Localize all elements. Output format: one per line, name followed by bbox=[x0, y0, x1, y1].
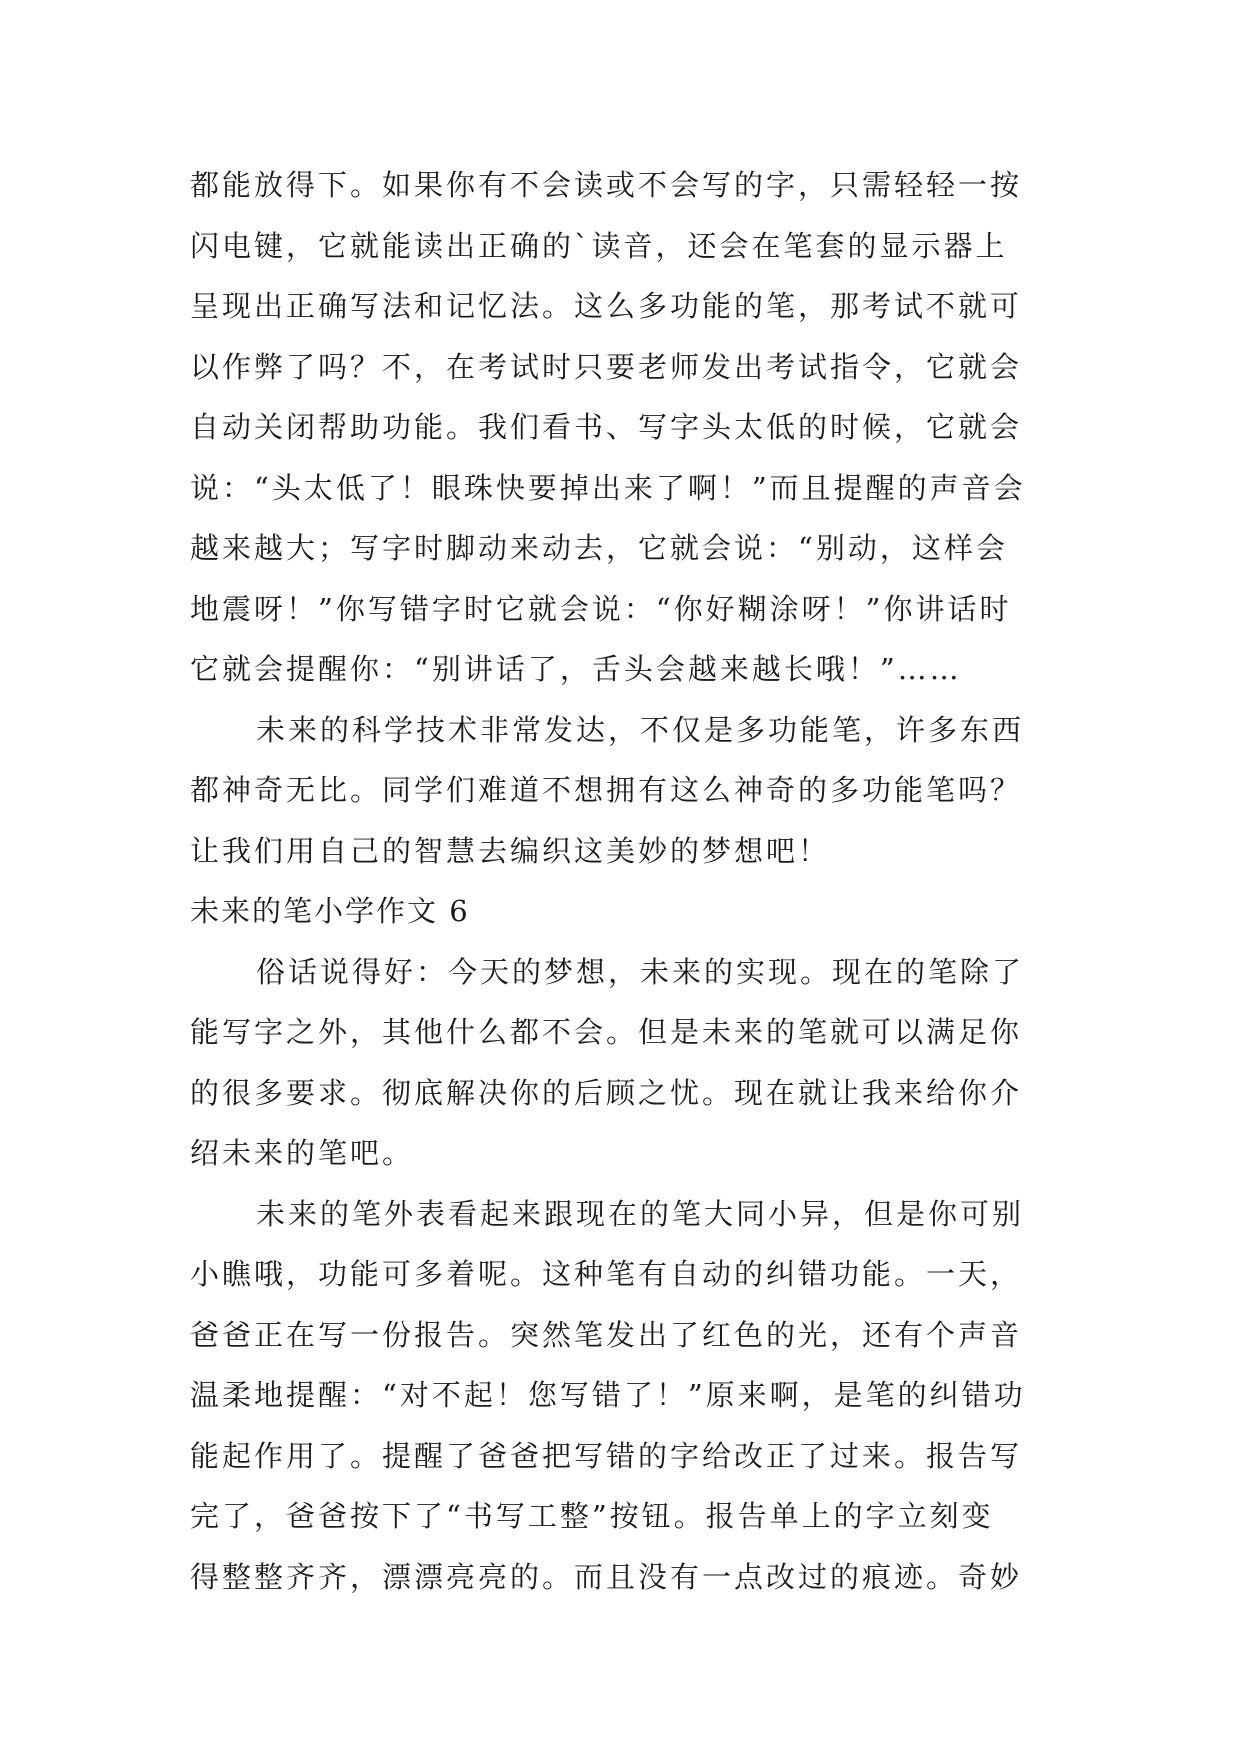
paragraph-3 bbox=[190, 942, 1070, 1184]
text-line: 未来的笔外表看起来跟现在的笔大同小异，但是你可别 bbox=[256, 1196, 1025, 1231]
paragraph-1 bbox=[190, 155, 1070, 700]
text-line: 以作弊了吗？不，在考试时只要老师发出考试指令，它就会 bbox=[190, 349, 1023, 384]
text-line: 让我们用自己的智慧去编织这美妙的梦想吧！ bbox=[190, 833, 831, 868]
text-line: 未来的科学技术非常发达，不仅是多功能笔，许多东西 bbox=[256, 712, 1025, 747]
text-line: 呈现出正确写法和记忆法。这么多功能的笔，那考试不就可 bbox=[190, 289, 1023, 323]
text-line: 能起作用了。提醒了爸爸把写错的字给改正了过来。报告写 bbox=[190, 1438, 1023, 1473]
text-line: 都神奇无比。同学们难道不想拥有这么神奇的多功能笔吗？ bbox=[190, 773, 1023, 807]
paragraph-2 bbox=[190, 700, 1070, 882]
text-line: 小瞧哦，功能可多着呢。这种笔有自动的纠错功能。一天， bbox=[190, 1257, 1023, 1291]
text-line: 完了，爸爸按下了“书写工整”按钮。报告单上的字立刻变 bbox=[190, 1499, 994, 1533]
text-line: 爸爸正在写一份报告。突然笔发出了红色的光，还有个声音 bbox=[190, 1317, 1023, 1352]
text-line: 得整整齐齐，漂漂亮亮的。而且没有一点改过的痕迹。奇妙 bbox=[190, 1559, 1023, 1594]
text-line: 绍未来的笔吧。 bbox=[190, 1136, 415, 1170]
text-line: 俗话说得好：今天的梦想，未来的实现。现在的笔除了 bbox=[256, 954, 1025, 989]
document-body bbox=[190, 155, 1070, 1607]
text-line: 地震呀！”你写错字时它就会说：“你好糊涂呀！”你讲话时 bbox=[190, 591, 1012, 626]
text-line: 闪电键，它就能读出正确的`读音，还会在笔套的显示器上 bbox=[190, 228, 1008, 263]
text-line: 都能放得下。如果你有不会读或不会写的字，只需轻轻一按 bbox=[190, 168, 1023, 202]
text-line: 它就会提醒你：“别讲话了，舌头会越来越长哦！”…… bbox=[190, 652, 962, 686]
text-line: 能写字之外，其他什么都不会。但是未来的笔就可以满足你 bbox=[190, 1015, 1023, 1049]
text-line: 温柔地提醒：“对不起！您写错了！”原来啊，是笔的纠错功 bbox=[190, 1378, 1026, 1412]
paragraph-4 bbox=[190, 1184, 1070, 1608]
text-line: 自动关闭帮助功能。我们看书、写字头太低的时候，它就会 bbox=[190, 410, 1023, 444]
text-line: 说：“头太低了！眼珠快要掉出来了啊！”而且提醒的声音会 bbox=[190, 470, 1026, 505]
section-heading: 未来的笔小学作文 6 bbox=[190, 894, 470, 928]
text-line: 越来越大；写字时脚动来动去，它就会说：“别动，这样会 bbox=[190, 531, 1008, 565]
text-line: 的很多要求。彻底解决你的后顾之忧。现在就让我来给你介 bbox=[190, 1075, 1023, 1110]
